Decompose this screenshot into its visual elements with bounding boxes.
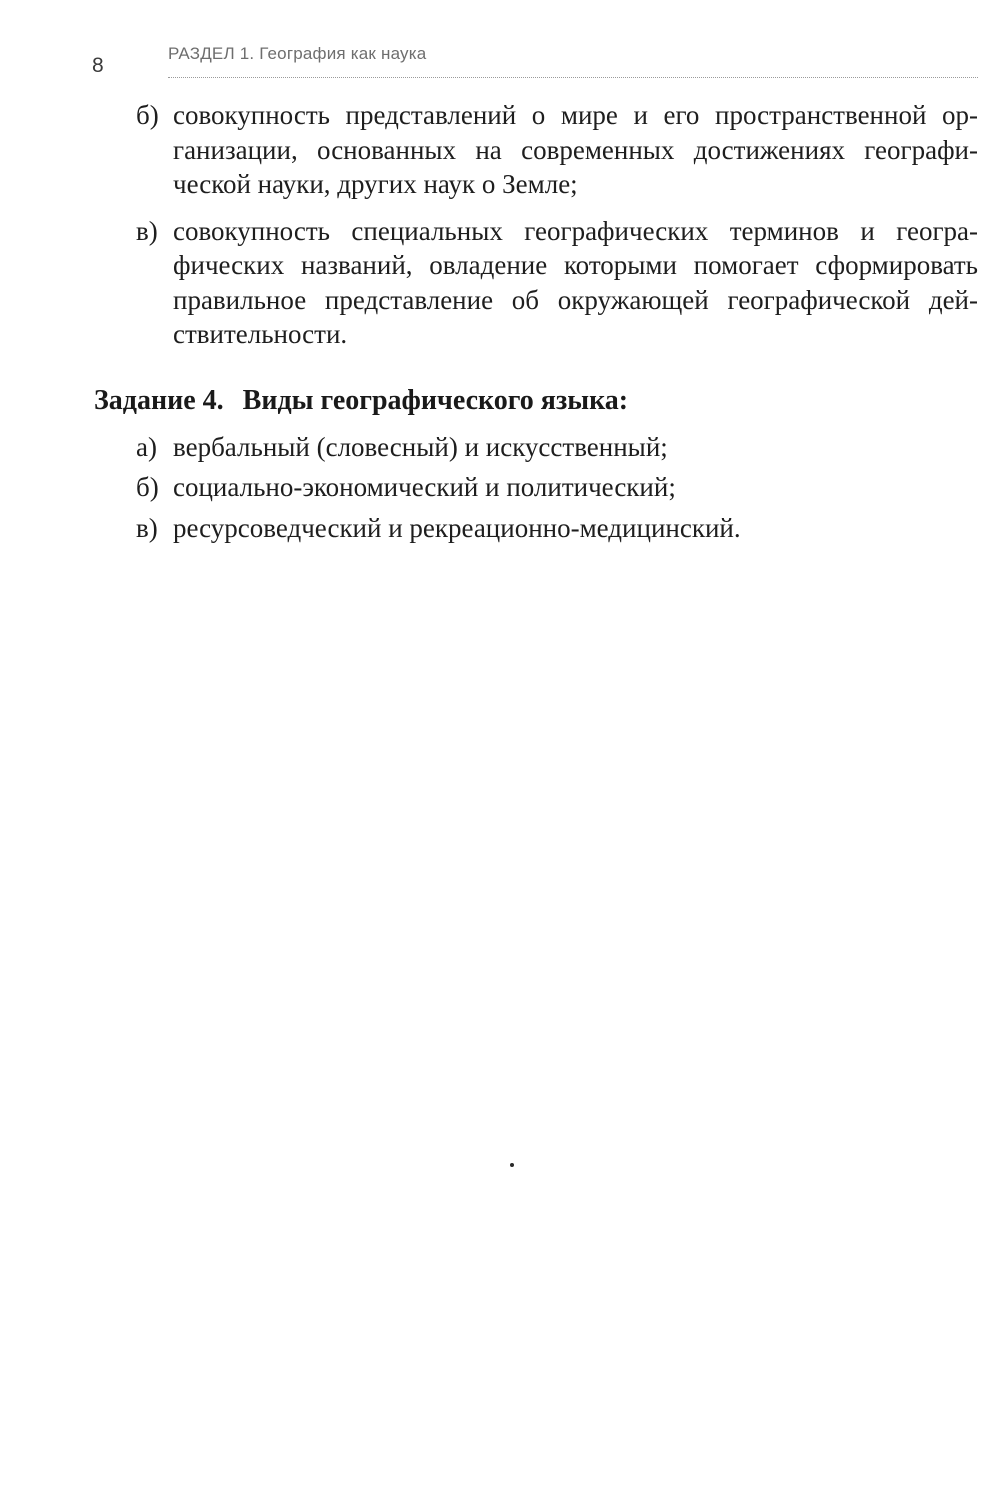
option-text: вербальный (словесный) и искусственный; [173,431,668,462]
option-marker: в) [136,512,158,543]
page-body [0,98,1000,551]
option-marker: б) [136,100,159,130]
task-title: Виды географического языка: [242,384,629,416]
option-text-line: ческой науки, других наук о Земле; [173,169,578,199]
option-marker: а) [136,431,157,462]
task-4-option-b [0,470,1000,505]
option-text-line: правильное представление об окружающей географической дей- [173,284,978,315]
option-text-line: ствительности. [173,319,348,349]
answer-option-b-prev [0,98,1000,202]
option-text: социально-экономический и политический; [173,472,676,502]
option-marker: в) [136,215,158,246]
option-text-line: совокупность специальных географических терминов и геогра- [173,215,978,246]
header-divider [168,77,978,78]
option-text-line: фических названий, овладение которыми помогает сформировать [173,250,978,280]
option-text-line: совокупность представлений о мире и его пространственной ор- [173,100,978,130]
task-number: Задание 4. [94,384,224,416]
task-4-option-v [0,511,1000,546]
page-number: 8 [92,54,104,77]
option-text-line: ганизации, основанных на современных достижениях географи- [173,134,978,165]
print-speck [510,1163,514,1167]
task-4-option-a [0,430,1000,465]
running-head: РАЗДЕЛ 1. География как наука [168,44,427,63]
task-4-heading [0,384,1000,418]
answer-option-v-prev [0,214,1000,352]
option-marker: б) [136,472,159,502]
option-text: ресурсоведческий и рекреационно-медицинский. [173,512,741,543]
